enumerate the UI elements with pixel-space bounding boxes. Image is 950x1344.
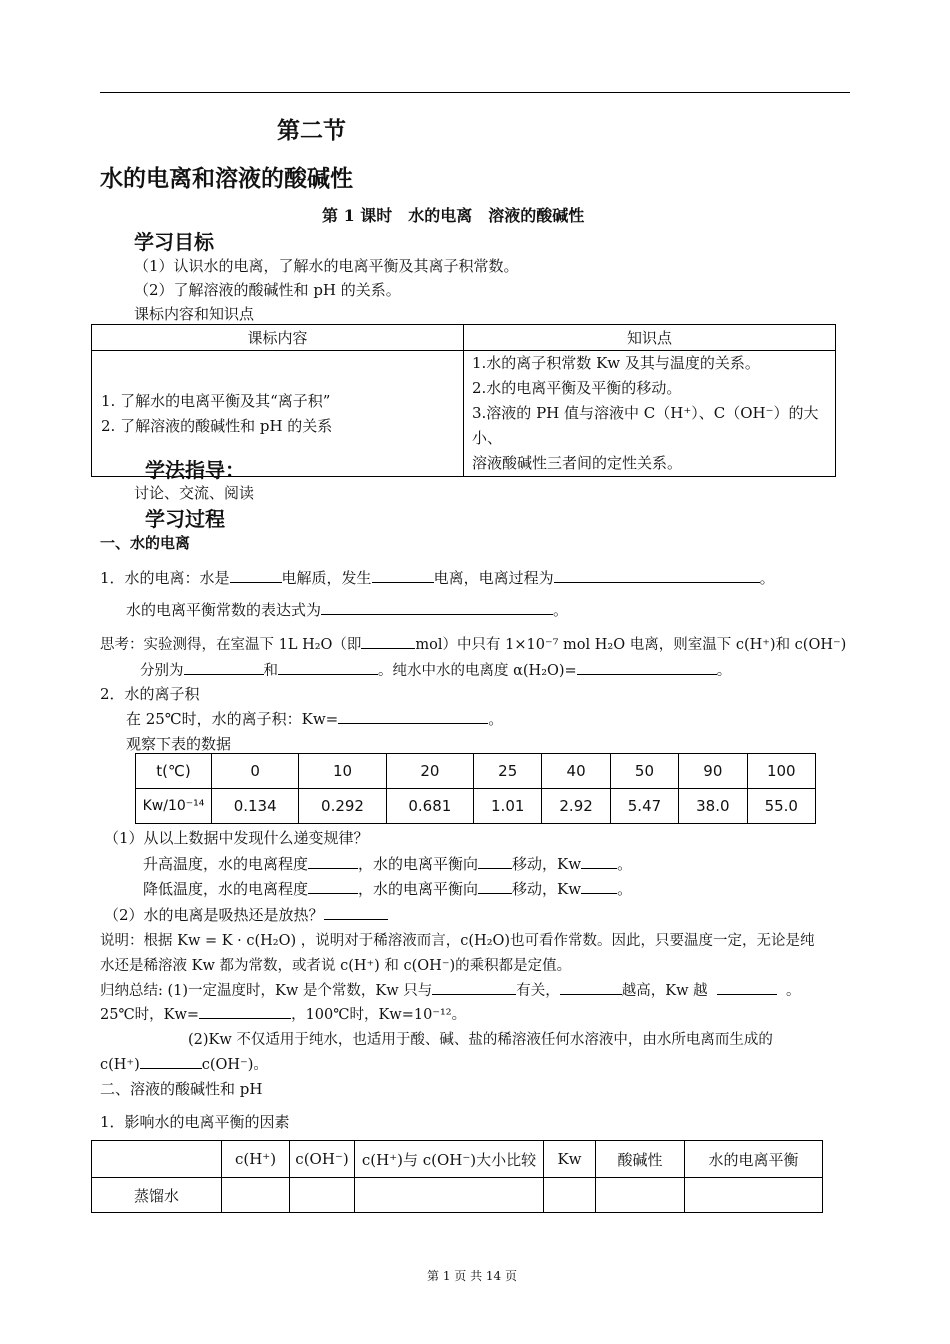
goal-item-1: （1）认识水的电离，了解水的电离平衡及其离子积常数。 xyxy=(134,257,519,275)
table-cell: 40 xyxy=(542,754,610,789)
table-row xyxy=(92,1141,823,1178)
goals-heading: 学习目标 xyxy=(134,230,214,254)
blank[interactable] xyxy=(324,905,388,920)
table-row xyxy=(136,754,816,789)
table-cell: 0.134 xyxy=(212,789,299,824)
table-cell: c(H⁺) xyxy=(222,1141,290,1178)
table-cell: 55.0 xyxy=(747,789,815,824)
blank[interactable] xyxy=(581,879,617,894)
blank[interactable] xyxy=(478,854,512,869)
blank[interactable] xyxy=(554,568,760,583)
std-caption: 课标内容和知识点 xyxy=(134,305,255,323)
table-cell: 水的电离平衡 xyxy=(685,1141,823,1178)
knowledge-item: 2.水的电离平衡及平衡的移动。 xyxy=(472,379,682,397)
blank[interactable] xyxy=(478,879,512,894)
blank[interactable] xyxy=(199,1004,291,1019)
method-text: 讨论、交流、阅读 xyxy=(134,484,255,502)
std-col-header: 课标内容 xyxy=(92,325,464,351)
table-cell: 90 xyxy=(679,754,747,789)
table-cell: 0 xyxy=(212,754,299,789)
table-cell: t(℃) xyxy=(136,754,212,789)
blank[interactable] xyxy=(432,980,516,995)
blank[interactable] xyxy=(717,980,777,995)
method-heading: 学法指导： xyxy=(145,458,245,482)
table-cell[interactable] xyxy=(355,1178,544,1213)
table-cell: 20 xyxy=(386,754,473,789)
blank[interactable] xyxy=(308,854,358,869)
table-cell[interactable] xyxy=(290,1178,355,1213)
table-cell[interactable] xyxy=(544,1178,596,1213)
blank[interactable] xyxy=(321,600,553,615)
blank[interactable] xyxy=(361,634,415,649)
explain-line-2: 水还是稀溶液 Kw 都为常数，或者说 c(H⁺) 和 c(OH⁻)的乘积都是定值。 xyxy=(100,958,572,974)
rule-raise-temp: 升高温度，水的电离程度 ，水的电离平衡向 移动，Kw 。 xyxy=(143,855,633,873)
knowledge-col-header: 知识点 xyxy=(464,325,836,351)
table-cell: c(OH⁻) xyxy=(290,1141,355,1178)
table-cell: 38.0 xyxy=(679,789,747,824)
q1-line: 1．水的电离：水是 电解质，发生 电离，电离过程为 。 xyxy=(100,569,775,587)
blank[interactable] xyxy=(577,660,717,675)
table-cell: 25 xyxy=(474,754,542,789)
table-cell: 蒸馏水 xyxy=(92,1178,222,1213)
knowledge-item: 溶液酸碱性三者间的定性关系。 xyxy=(472,454,683,472)
page-title: 水的电离和溶液的酸碱性 xyxy=(100,166,353,192)
table-cell[interactable] xyxy=(596,1178,685,1213)
heat-question: （2）水的电离是吸热还是放热？ xyxy=(104,904,388,925)
std-item: 1. 了解水的电离平衡及其“离子积” xyxy=(101,391,331,410)
summary-line-1: 归纳总结: (1)一定温度时，Kw 是个常数，Kw 只与 有关， 越高，Kw 越 。 xyxy=(100,979,801,1000)
table-cell: Kw xyxy=(544,1141,596,1178)
observe-caption: 观察下表的数据 xyxy=(126,735,232,753)
lesson-title: 第 1 课时 水的电离 溶液的酸碱性 xyxy=(322,206,585,225)
rules-question: （1）从以上数据中发现什么递变规律？ xyxy=(104,829,369,847)
blank[interactable] xyxy=(230,568,282,583)
part2-heading: 二、溶液的酸碱性和 pH xyxy=(100,1080,263,1098)
table-cell: 50 xyxy=(610,754,678,789)
page-footer: 第 1 页 共 14 页 xyxy=(427,1269,517,1283)
table-cell: 2.92 xyxy=(542,789,610,824)
goal-item-2: （2）了解溶液的酸碱性和 pH 的关系。 xyxy=(134,281,401,299)
table-cell: 5.47 xyxy=(610,789,678,824)
part2-subheading: 1．影响水的电离平衡的因素 xyxy=(100,1113,290,1131)
blank[interactable] xyxy=(338,709,488,724)
q1-constant-line: 水的电离平衡常数的表达式为 。 xyxy=(126,601,569,619)
table-cell[interactable] xyxy=(222,1178,290,1213)
std-item: 2. 了解溶液的酸碱性和 pH 的关系 xyxy=(101,416,333,435)
table-cell: 0.292 xyxy=(299,789,386,824)
q2-line: 在 25℃时，水的离子积：Kw= 。 xyxy=(126,710,504,728)
table-cell: 0.681 xyxy=(386,789,473,824)
blank[interactable] xyxy=(308,879,358,894)
blank[interactable] xyxy=(372,568,434,583)
blank[interactable] xyxy=(560,980,622,995)
blank[interactable] xyxy=(278,660,378,675)
table-cell: 10 xyxy=(299,754,386,789)
think-line-1: 思考：实验测得，在室温下 1L H₂O（即 mol）中只有 1×10⁻⁷ mol H₂O 电离，则室温下 c(H⁺)和 c(OH⁻) xyxy=(100,633,846,654)
summary-line-2: 25℃时，Kw= ，100℃时，Kw=10⁻¹²。 xyxy=(100,1003,466,1024)
knowledge-item: 1.水的离子积常数 Kw 及其与温度的关系。 xyxy=(472,354,760,372)
rule-lower-temp: 降低温度，水的电离程度 ，水的电离平衡向 移动，Kw 。 xyxy=(143,880,633,898)
table-cell[interactable] xyxy=(685,1178,823,1213)
explain-line-1: 说明：根据 Kw = K · c(H₂O) ，说明对于稀溶液而言，c(H₂O)也可看作常数。因此，只要温度一定，无论是纯 xyxy=(100,933,815,949)
summary-line-4: c(H⁺) c(OH⁻)。 xyxy=(100,1053,268,1074)
table-row xyxy=(136,789,816,824)
section-number: 第二节 xyxy=(277,118,346,144)
equilibrium-table xyxy=(91,1140,823,1213)
header-rule xyxy=(100,92,850,93)
blank[interactable] xyxy=(581,854,617,869)
think-line-2: 分别为 和 。纯水中水的电离度 α(H₂O)= 。 xyxy=(140,659,731,680)
q2-title: 2．水的离子积 xyxy=(100,685,200,703)
blank[interactable] xyxy=(184,660,264,675)
table-cell: 酸碱性 xyxy=(596,1141,685,1178)
table-cell: Kw/10⁻¹⁴ xyxy=(136,789,212,824)
knowledge-item: 3.溶液的 PH 值与溶液中 C（H⁺）、C（OH⁻）的大小、 xyxy=(472,404,819,447)
process-heading: 学习过程 xyxy=(145,507,225,531)
summary-line-3: (2)Kw 不仅适用于纯水，也适用于酸、碱、盐的稀溶液任何水溶液中，由水所电离而生成的 xyxy=(188,1032,773,1048)
table-cell: 100 xyxy=(747,754,815,789)
blank[interactable] xyxy=(140,1054,202,1069)
table-row xyxy=(92,1178,823,1213)
table-cell xyxy=(92,1141,222,1178)
part1-heading: 一、水的电离 xyxy=(100,534,191,552)
knowledge-cell xyxy=(464,351,836,477)
kw-table xyxy=(135,753,816,824)
table-cell: c(H⁺)与 c(OH⁻)大小比较 xyxy=(355,1141,544,1178)
table-cell: 1.01 xyxy=(474,789,542,824)
